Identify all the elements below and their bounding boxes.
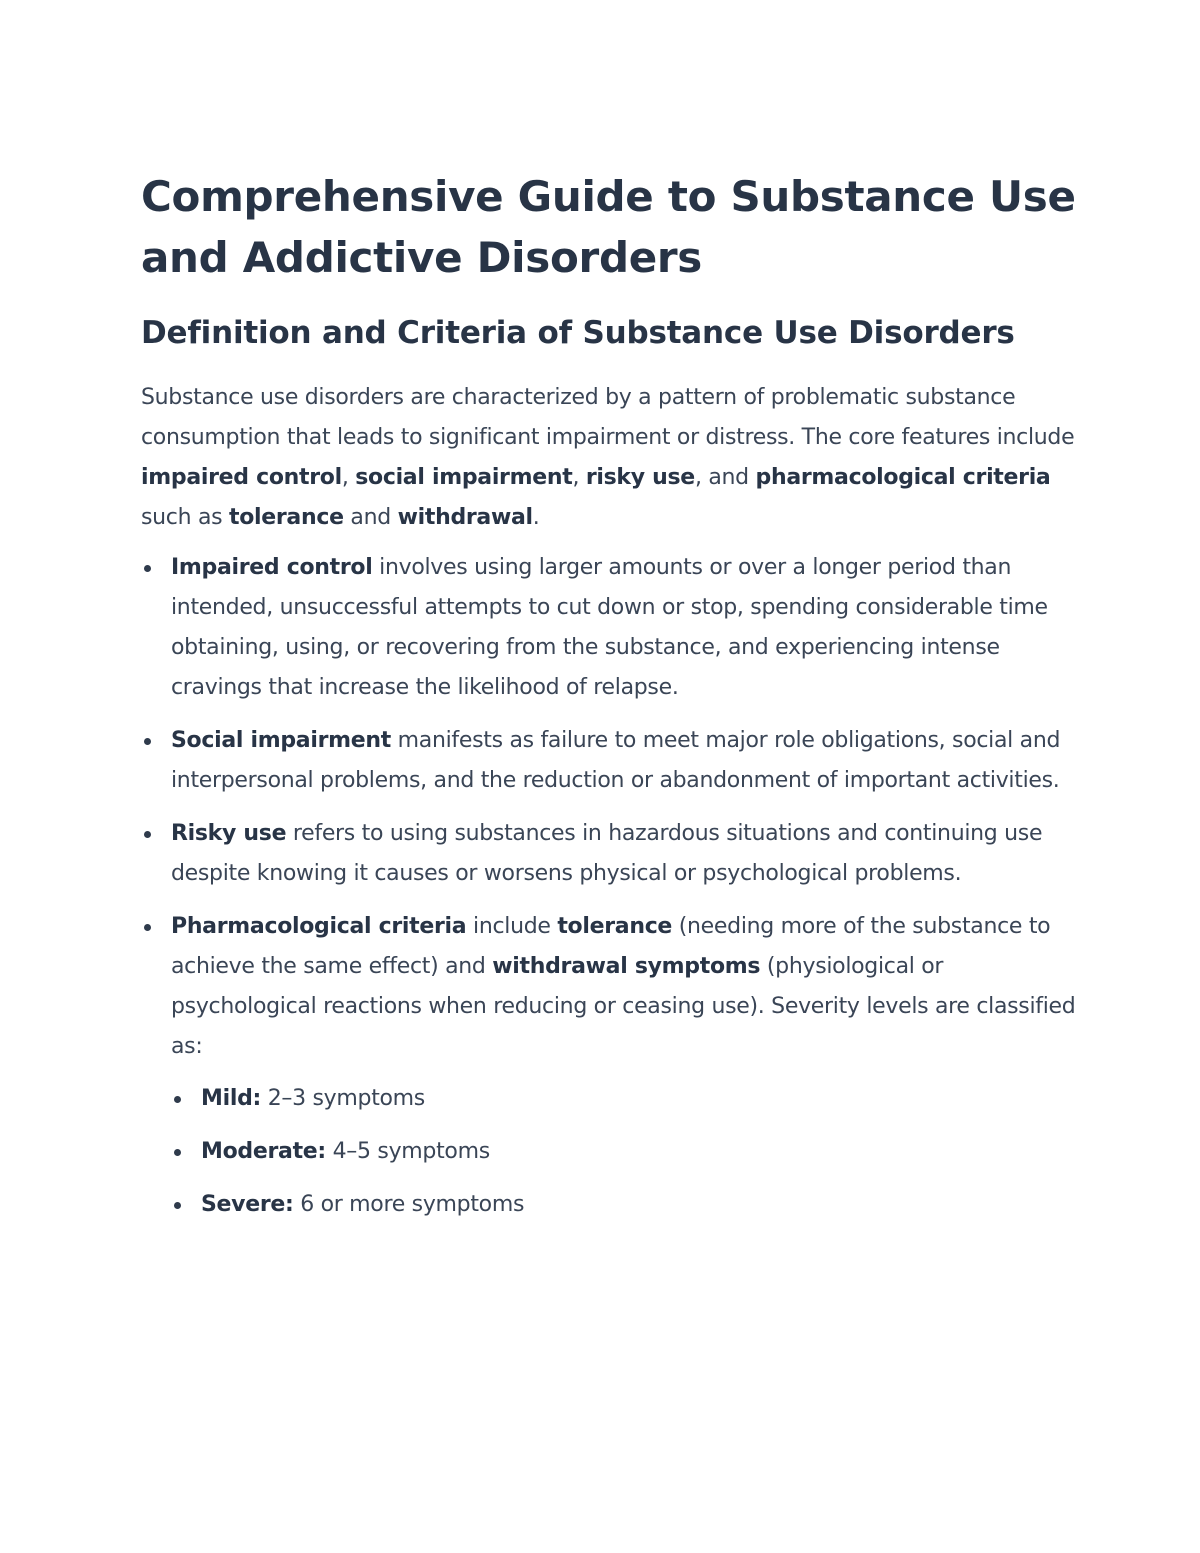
intro-term-impaired-control: impaired control bbox=[141, 465, 342, 490]
intro-text: , and bbox=[694, 465, 756, 490]
document-page bbox=[141, 166, 1081, 1238]
intro-text: Substance use disorders are characterized by a pattern of problematic substance consumption that leads to significant impairment or distress. The core features include bbox=[141, 385, 1075, 450]
criterion-term: Pharmacological criteria bbox=[171, 914, 467, 939]
intro-paragraph bbox=[141, 378, 1081, 538]
severity-list bbox=[171, 1079, 1081, 1225]
criterion-text: (physiological or psychological reactions when reducing or ceasing use). Severity levels are classified as: bbox=[171, 954, 1076, 1059]
criterion-term-tolerance: tolerance bbox=[557, 914, 673, 939]
intro-term-social-impairment: social impairment bbox=[355, 465, 573, 490]
list-item-pharmacological-criteria bbox=[141, 907, 1081, 1225]
document-title: Comprehensive Guide to Substance Use and Addictive Disorders bbox=[141, 172, 1076, 282]
criterion-term: Risky use bbox=[171, 821, 287, 846]
criterion-text: include bbox=[466, 914, 558, 939]
criterion-term: Impaired control bbox=[171, 555, 373, 580]
criterion-text: involves using larger amounts or over a longer period than intended, unsuccessful attempts to cut down or stop, spending considerable time obtaining, using, or recovering from the substance, and experiencing intense cravings that increase the likelihood of relapse. bbox=[171, 555, 1048, 700]
list-item-social-impairment bbox=[141, 721, 1081, 801]
criterion-term-withdrawal-symptoms: withdrawal symptoms bbox=[492, 954, 761, 979]
severity-value: 4–5 symptoms bbox=[325, 1139, 490, 1164]
severity-item-severe bbox=[171, 1185, 1081, 1225]
severity-label: Mild: bbox=[201, 1086, 262, 1111]
list-item-risky-use bbox=[141, 814, 1081, 894]
criterion-text: manifests as failure to meet major role obligations, social and interpersonal problems, and the reduction or abandonment of important activities. bbox=[171, 728, 1061, 793]
list-item-impaired-control bbox=[141, 548, 1081, 708]
criterion-term: Social impairment bbox=[171, 728, 391, 753]
severity-label: Moderate: bbox=[201, 1139, 326, 1164]
intro-text: and bbox=[343, 505, 398, 530]
severity-value: 6 or more symptoms bbox=[293, 1192, 525, 1217]
intro-term-pharmacological-criteria: pharmacological criteria bbox=[755, 465, 1051, 490]
intro-term-withdrawal: withdrawal bbox=[397, 505, 533, 530]
intro-text: , bbox=[572, 465, 586, 490]
severity-value: 2–3 symptoms bbox=[261, 1086, 425, 1111]
criterion-text: refers to using substances in hazardous situations and continuing use despite knowing it causes or worsens physical or psychological problems. bbox=[171, 821, 1043, 886]
intro-term-risky-use: risky use bbox=[585, 465, 695, 490]
intro-text: . bbox=[532, 505, 540, 530]
criteria-list bbox=[141, 548, 1081, 1225]
section-heading: Definition and Criteria of Substance Use Disorders bbox=[141, 315, 1015, 351]
criterion-text: (needing more of the substance to achieve the same effect) and bbox=[171, 914, 1051, 979]
intro-term-tolerance: tolerance bbox=[228, 505, 344, 530]
intro-text: , bbox=[341, 465, 356, 490]
intro-text: such as bbox=[141, 505, 229, 530]
severity-item-moderate bbox=[171, 1132, 1081, 1172]
severity-label: Severe: bbox=[201, 1192, 294, 1217]
severity-item-mild bbox=[171, 1079, 1081, 1119]
